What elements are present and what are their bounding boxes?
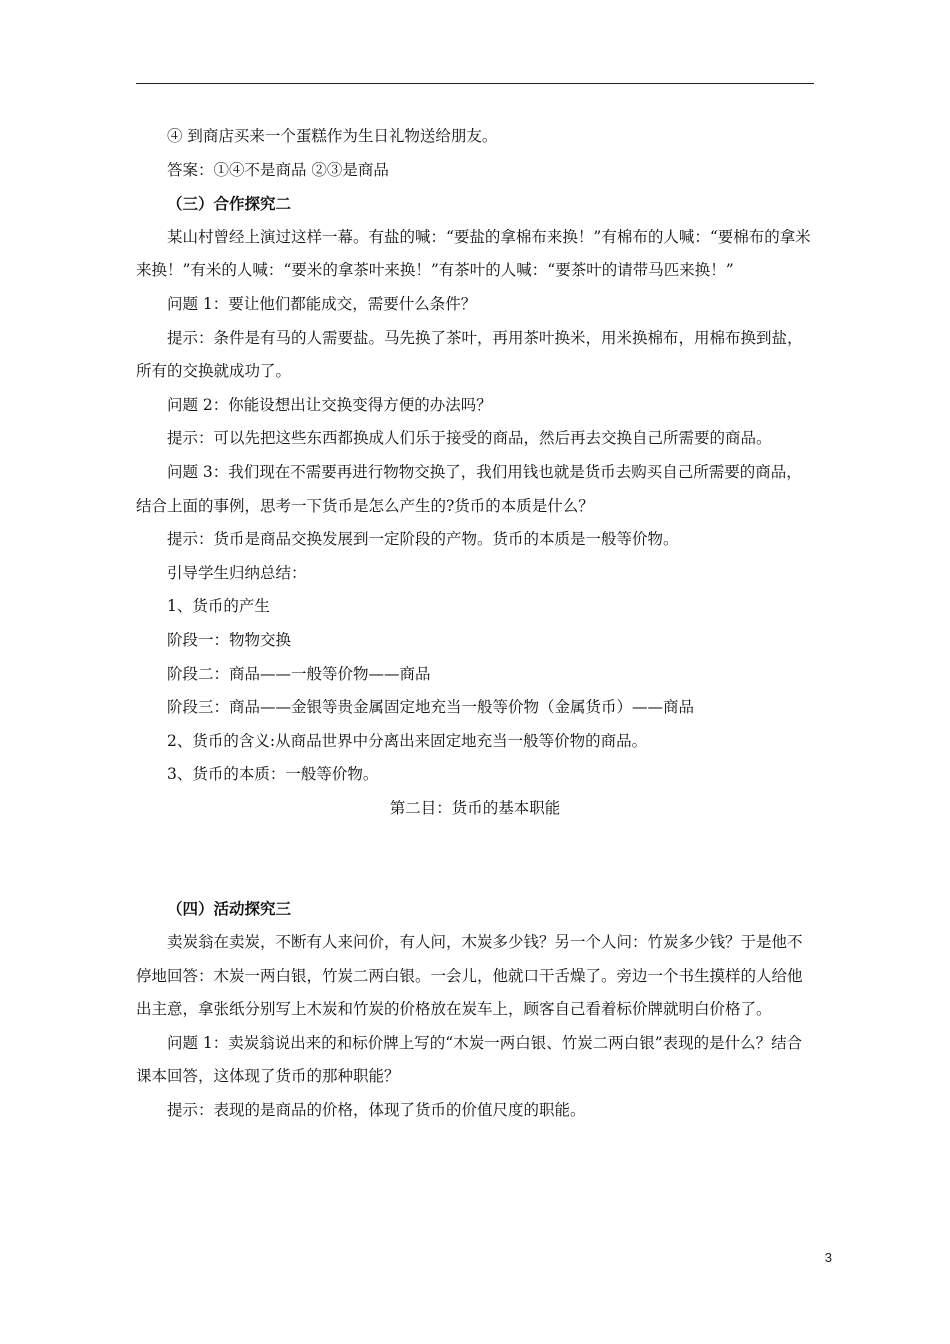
spacer [136, 825, 814, 892]
header-rule [136, 83, 814, 84]
document-body [136, 120, 814, 1128]
hint-paragraph: 提示：可以先把这些东西都换成人们乐于接受的商品，然后再去交换自己所需要的商品。 [167, 429, 772, 448]
paragraph: 引导学生归纳总结： [167, 563, 307, 582]
list-item: 阶段三：商品——金银等贵金属固定地充当一般等价物（金属货币）——商品 [167, 698, 695, 717]
paragraph: 某山村曾经上演过这样一幕。有盐的喊：“要盐的拿棉布来换！”有棉布的人喊：“要棉布的拿米来换！”有米的人喊：“要米的拿茶叶来换！”有茶叶的人喊：“要茶叶的请带马匹来换！” [136, 227, 811, 280]
list-item: 阶段二：商品——一般等价物——商品 [167, 664, 431, 683]
list-item: 阶段一：物物交换 [167, 630, 292, 649]
list-item: 1、货币的产生 [167, 597, 270, 616]
hint-paragraph: 提示：表现的是商品的价格，体现了货币的价值尺度的职能。 [167, 1101, 586, 1120]
list-item: 3、货币的本质：一般等价物。 [167, 765, 379, 784]
paragraph: ④ 到商店买来一个蛋糕作为生日礼物送给朋友。 [167, 127, 498, 145]
hint-paragraph: 提示：条件是有马的人需要盐。马先换了茶叶，再用茶叶换米，用米换棉布，用棉布换到盐，所有的交换就成功了。 [136, 328, 803, 381]
question-paragraph: 问题 2：你能设想出让交换变得方便的办法吗？ [167, 395, 492, 414]
question-paragraph: 问题 1：卖炭翁说出来的和标价牌上写的“木炭一两白银、竹炭二两白银”表现的是什么？结合课本回答，这体现了货币的那种职能？ [136, 1033, 803, 1086]
paragraph: 卖炭翁在卖炭，不断有人来问价，有人问，木炭多少钱？另一个人问：竹炭多少钱？于是他不停地回答：木炭一两白银，竹炭二两白银。一会儿，他就口干舌燥了。旁边一个书生摸样的人给他出主意，拿张纸分别写上木炭和竹炭的价格放在炭车上，顾客自己看着标价牌就明白价格了。 [136, 933, 803, 1019]
section-heading: （三）合作探究二 [167, 194, 292, 214]
question-paragraph: 问题 1：要让他们都能成交，需要什么条件？ [167, 294, 477, 313]
question-paragraph: 问题 3：我们现在不需要再进行物物交换了，我们用钱也就是货币去购买自己所需要的商品，结合上面的事例，思考一下货币是怎么产生的?货币的本质是什么？ [136, 462, 802, 515]
hint-paragraph: 提示：货币是商品交换发展到一定阶段的产物。货币的本质是一般等价物。 [167, 530, 679, 549]
section-heading: （四）活动探究三 [167, 899, 292, 919]
subsection-title: 第二目：货币的基本职能 [389, 798, 561, 817]
answer-paragraph: 答案：①④不是商品 ②③是商品 [167, 160, 389, 179]
page-number: 3 [824, 1250, 832, 1265]
list-item: 2、货币的含义:从商品世界中分离出来固定地充当一般等价物的商品。 [167, 731, 648, 750]
